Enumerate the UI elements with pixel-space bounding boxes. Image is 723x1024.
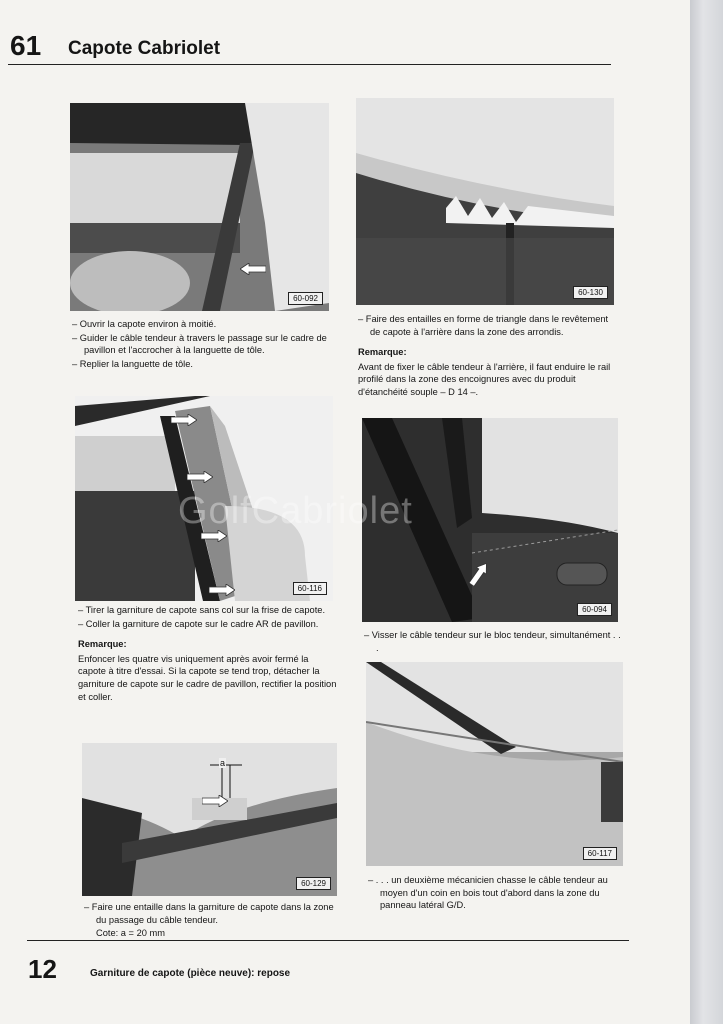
pointer-arrow-icon — [240, 263, 266, 275]
remark-heading: Remarque: — [78, 639, 127, 650]
figure-code: 60-092 — [288, 292, 323, 305]
fig2-instructions — [358, 313, 614, 399]
pointer-arrow-icon — [209, 584, 235, 596]
step-item: – Faire des entailles en forme de triangle dans le revêtement de capote à l'arrière dans la zone des arrondis. — [358, 313, 614, 338]
chapter-title: Capote Cabriolet — [68, 38, 221, 59]
pointer-arrow-icon — [187, 471, 213, 483]
figure-60-092 — [70, 103, 329, 311]
fig4-instructions — [364, 629, 622, 655]
fig6-instructions — [368, 874, 624, 913]
watermark: GolfCabriolet — [178, 490, 413, 532]
figure-60-129-illustration — [82, 743, 337, 896]
step-item: – Coller la garniture de capote sur le cadre AR de pavillon. — [78, 618, 338, 631]
pointer-arrow-icon — [202, 795, 228, 807]
header-divider — [8, 64, 611, 65]
figure-code: 60-129 — [296, 877, 331, 890]
figure-60-130-illustration — [356, 98, 614, 305]
step-item: – . . . un deuxième mécanicien chasse le câble tendeur au moyen d'un coin en bois tout d'abord dans la zone du panneau latéral G/D. — [368, 874, 624, 912]
pointer-arrow-icon — [171, 414, 197, 426]
page-edge-shadow — [690, 0, 723, 1024]
footer-divider — [27, 940, 629, 941]
section-title: Garniture de capote (pièce neuve): repose — [90, 968, 291, 979]
step-item: – Ouvrir la capote environ à moitié. — [72, 318, 334, 331]
figure-code: 60-130 — [573, 286, 608, 299]
step-item: – Guider le câble tendeur à travers le passage sur le cadre de pavillon et l'accrocher à la languette de tôle. — [72, 332, 334, 357]
figure-code: 60-117 — [583, 847, 617, 860]
figure-60-130 — [356, 98, 614, 305]
chapter-number: 61 — [10, 30, 42, 61]
figure-60-129 — [82, 743, 337, 896]
remark-heading: Remarque: — [358, 347, 407, 358]
remark-body: Avant de fixer le câble tendeur à l'arrière, il faut enduire le rail profilé dans la zone des encoignures avec du produit d'étanchéité souple – D 14 –. — [358, 361, 611, 397]
remark-body: Enfoncer les quatre vis uniquement après avoir fermé la capote à titre d'essai. Si la capote se tend trop, détacher la garniture de capote sur le cadre de pavillon, rectifier la position et coller. — [78, 653, 337, 702]
dimension-note: Cote: a = 20 mm — [96, 928, 165, 939]
step-item: – Tirer la garniture de capote sans col sur la frise de capote. — [78, 604, 338, 617]
step-item: – Faire une entaille dans la garniture de capote dans la zone du passage du câble tendeur. — [84, 901, 340, 926]
page-number: 12 — [28, 954, 57, 984]
fig5-instructions — [84, 901, 340, 940]
figure-code: 60-116 — [293, 582, 327, 595]
figure-code: 60-094 — [577, 603, 612, 616]
step-item: – Replier la languette de tôle. — [72, 358, 334, 371]
figure-60-117 — [366, 662, 623, 866]
step-item: – Visser le câble tendeur sur le bloc tendeur, simultanément . . . — [364, 629, 622, 654]
dimension-label: a — [220, 758, 226, 768]
figure-60-117-illustration — [366, 662, 623, 866]
fig1-instructions — [72, 318, 334, 371]
fig3-instructions — [78, 604, 338, 703]
figure-60-092-illustration — [70, 103, 329, 311]
